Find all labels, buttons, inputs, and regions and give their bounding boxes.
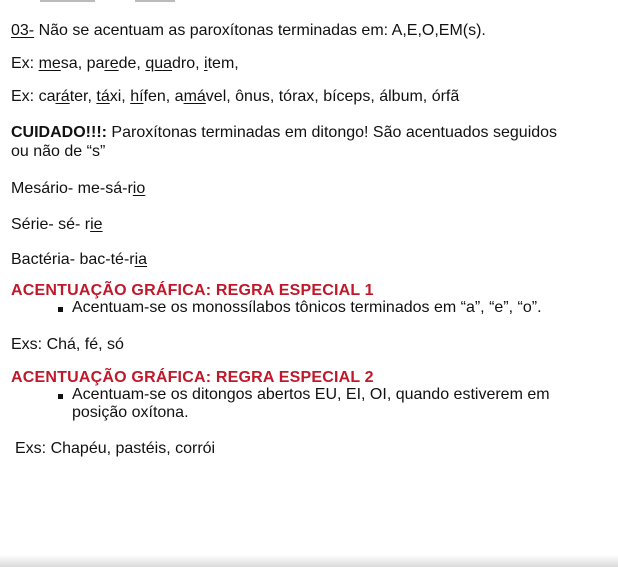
stressed-syllable: i (204, 55, 208, 72)
rule-text: Não se acentuam as paroxítonas terminadas em: A,E,O,EM(s). (34, 22, 486, 39)
rule-number: 03- (11, 22, 35, 39)
word-fragment: ter, (69, 88, 97, 105)
example-line-1 (11, 55, 239, 73)
stressed-syllable: hí (130, 88, 144, 105)
word-fragment: Bactéria- bac-té-r (11, 251, 135, 268)
syllable-example-serie (11, 216, 103, 234)
bullet-square-icon (58, 307, 63, 312)
cuidado-line-2: ou não de “s” (11, 143, 106, 160)
word-fragment: fen, a (143, 88, 184, 105)
special-rule-2-bullet-line-1: Acentuam-se os ditongos abertos EU, EI, OI, quando estiverem em (72, 386, 550, 403)
stressed-syllable: má (183, 88, 206, 105)
word-fragment: sa, pa (60, 55, 105, 72)
cuidado-text: Paroxítonas terminadas em ditongo! São acentuados seguidos (106, 124, 558, 141)
word-fragment: de, (118, 55, 146, 72)
stressed-syllable: qua (145, 55, 173, 72)
word-fragment: xi, (109, 88, 131, 105)
special-rule-2-heading: ACENTUAÇÃO GRÁFICA: REGRA ESPECIAL 2 (11, 369, 374, 386)
diphthong: ie (90, 216, 103, 233)
example-prefix: Ex: (11, 55, 39, 72)
stressed-syllable: tá (96, 88, 110, 105)
cuidado-line-1 (11, 124, 557, 142)
syllable-example-bacteria (11, 251, 147, 269)
top-edge-marks (40, 0, 180, 2)
syllable-example-mesario (11, 180, 145, 198)
special-rule-1-heading: ACENTUAÇÃO GRÁFICA: REGRA ESPECIAL 1 (11, 282, 374, 299)
diphthong: ia (134, 251, 148, 268)
example-prefix: Ex: ca (11, 88, 56, 105)
stressed-syllable: re (104, 55, 119, 72)
word-fragment: Série- sé- r (11, 216, 91, 233)
word-fragment: vel, ônus, tórax, bíceps, álbum, órfã (205, 88, 460, 105)
diphthong: io (132, 180, 146, 197)
special-rule-1-bullet: Acentuam-se os monossílabos tônicos terminados em “a”, “e”, “o”. (72, 299, 542, 316)
stressed-syllable: me (38, 55, 61, 72)
example-line-2 (11, 88, 459, 106)
rule-03-line (11, 22, 486, 40)
bullet-square-icon (58, 394, 63, 399)
word-fragment: dro, (172, 55, 205, 72)
cuidado-label: CUIDADO!!!: (11, 124, 107, 141)
word-fragment: Mesário- me-sá-r (11, 180, 133, 197)
word-fragment: tem, (207, 55, 239, 72)
page-bottom-edge (0, 555, 618, 567)
special-rule-2-examples: Exs: Chapéu, pastéis, corrói (15, 440, 216, 457)
stressed-syllable: rá (55, 88, 70, 105)
special-rule-2-bullet-line-2: posição oxítona. (72, 404, 189, 421)
special-rule-1-examples: Exs: Chá, fé, só (11, 336, 124, 353)
